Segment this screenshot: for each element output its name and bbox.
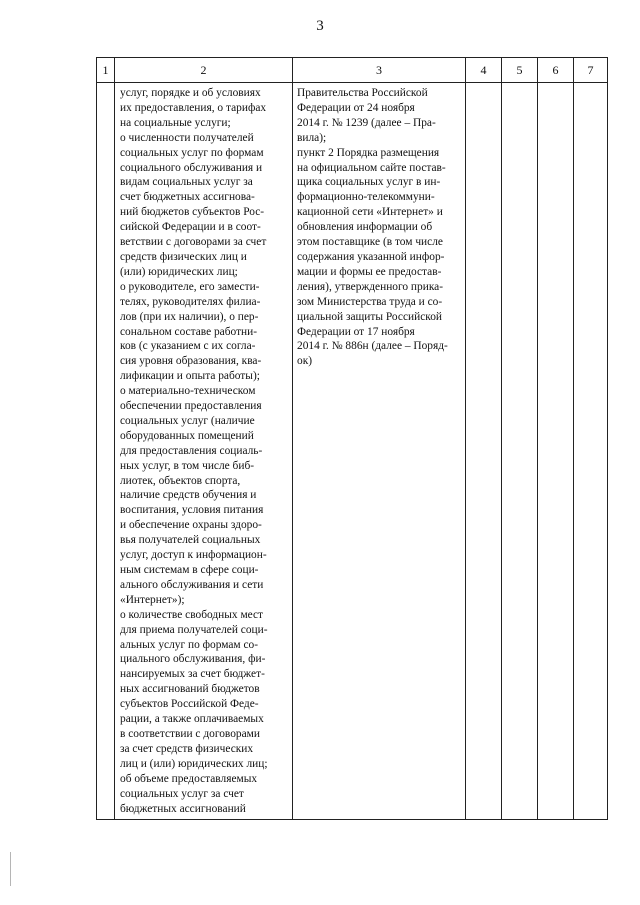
cell-col3 (293, 83, 466, 820)
column-header-1: 1 (97, 58, 115, 83)
header-row (97, 58, 608, 83)
column-header-6: 6 (538, 58, 574, 83)
margin-mark (10, 852, 11, 886)
page-number: 3 (316, 18, 324, 34)
cell-col1 (97, 83, 115, 820)
cell-col2 (115, 83, 293, 820)
column-header-7: 7 (574, 58, 608, 83)
column-header-4: 4 (466, 58, 502, 83)
cell-col5 (502, 83, 538, 820)
column-header-3: 3 (293, 58, 466, 83)
cell-col6 (538, 83, 574, 820)
cell-col7 (574, 83, 608, 820)
table-row (97, 83, 608, 820)
info-list-text: услуг, порядке и об условиях их предоставления, о тарифах на социальные услуги; о численности получателей социальных услуг по формам социального обслуживания и видам социальных услуг за счет бюджетных ассигнова- ний бюджетов субъектов Рос- сийской Федерации и в соот- ветствии с договорами за счет средств физических лиц и (или) юридических лиц; о руководителе, его замести- телях, руководителях филиа- лов (при их наличии), о пер- сональном составе работни- ков (с указанием с их согла- сия уровня образования, ква- лификации и опыта работы); о материально-техническом обеспечении предоставления социальных услуг (наличие оборудованных помещений для предоставления социаль- ных услуг, в том числе биб- лиотек, объектов спорта, наличие средств обучения и воспитания, условия питания и обеспечение охраны здоро- вья получателей социальных услуг, доступ к информацион- ным системам в сфере соци- ального обслуживания и сети «Интернет»); о количестве свободных мест для приема получателей соци- альных услуг по формам со- циального обслуживания, фи- нансируемых за счет бюджет- ных ассигнований бюджетов субъектов Российской Феде- рации, а также оплачиваемых в соответствии с договорами за счет средств физических лиц и (или) юридических лиц; об объеме предоставляемых социальных услуг за счет бюджетных ассигнований (120, 87, 268, 815)
legal-basis-text: Правительства Российской Федерации от 24 ноября 2014 г. № 1239 (далее – Пра- вила); пункт 2 Порядка размещения на официальном сайте постав- щика социальных услуг в ин- формационно-телекоммуни- кационной сети «Интернет» и обновления информации об этом поставщике (в том числе содержания указанной инфор- мации и формы ее предостав- ления), утвержденного прика- зом Министерства труда и со- циальной защиты Российской Федерации от 17 ноября 2014 г. № 886н (далее – Поряд- ок) (297, 87, 448, 368)
column-header-5: 5 (502, 58, 538, 83)
column-header-2: 2 (115, 58, 293, 83)
document-table (96, 57, 608, 820)
cell-col4 (466, 83, 502, 820)
